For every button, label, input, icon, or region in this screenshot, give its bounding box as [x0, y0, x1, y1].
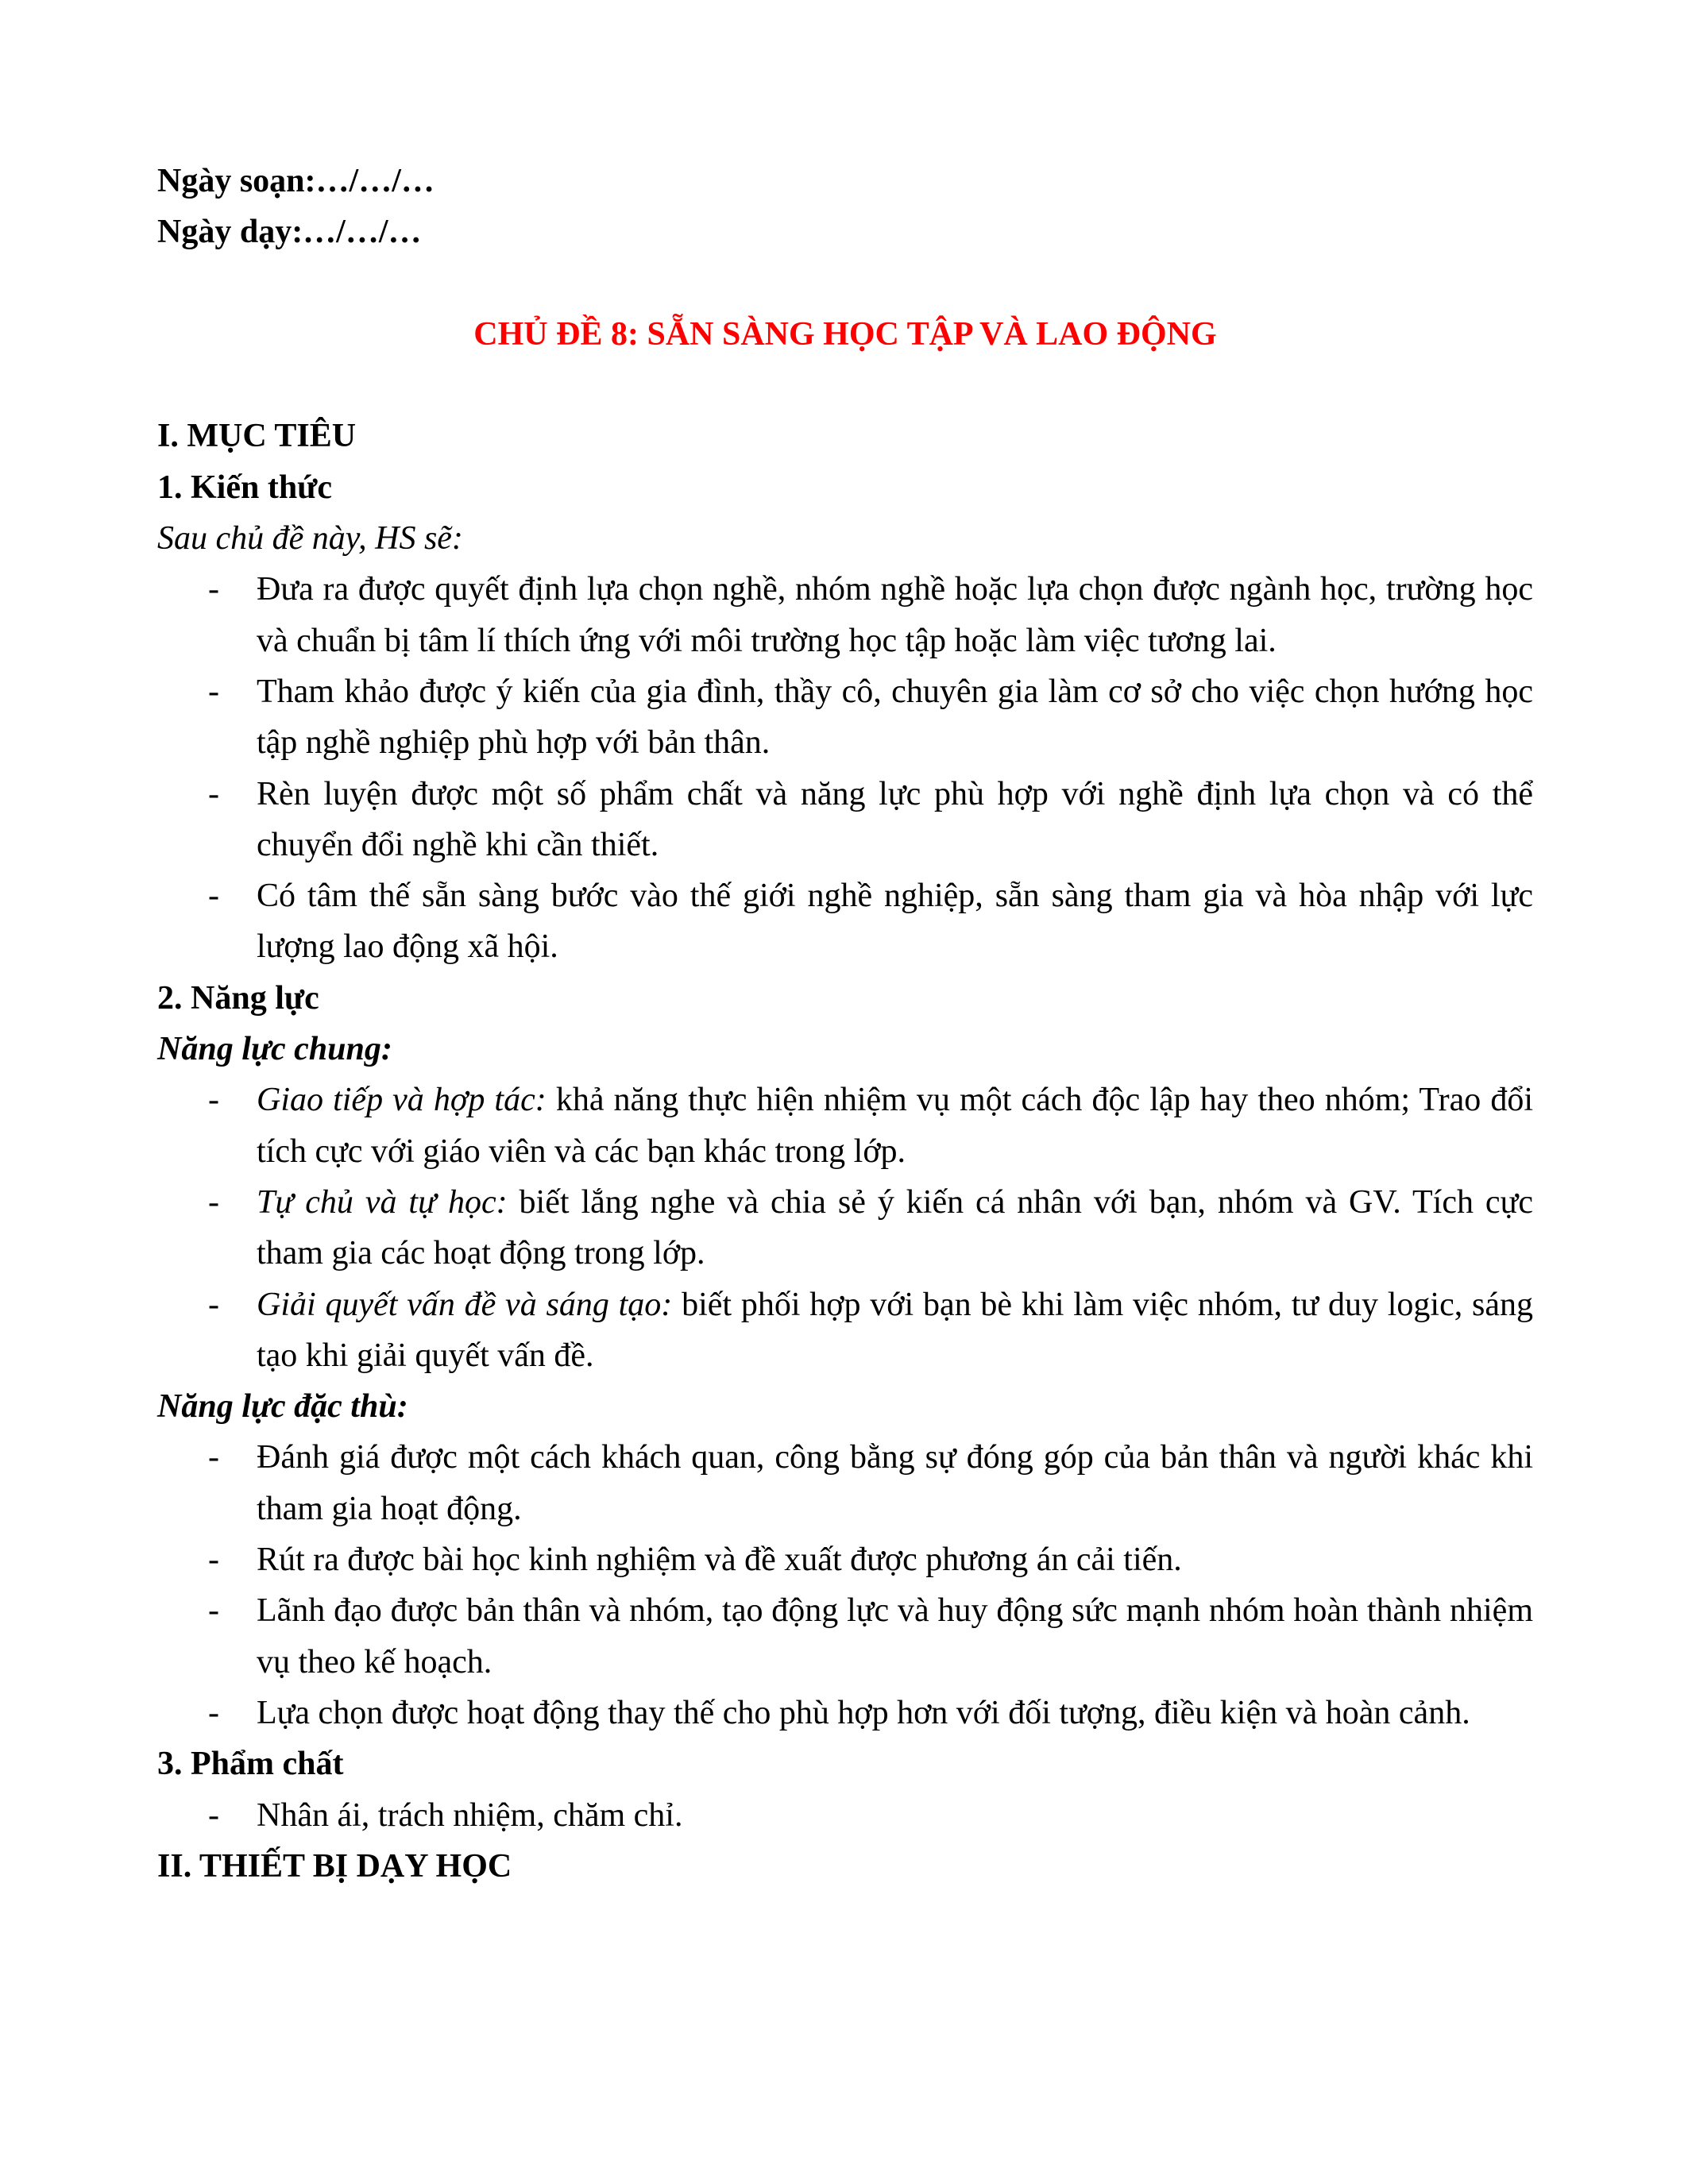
- subheading-knowledge: 1. Kiến thức: [157, 469, 333, 506]
- item-text: Đánh giá được một cách khách quan, công bằng sự đóng góp của bản thân và người khác khi tham gia hoạt động.: [257, 1439, 1533, 1527]
- item-text: Rèn luyện được một số phẩm chất và năng lực phù hợp với nghề định lựa chọn và có thể chuyển đổi nghề khi cần thiết.: [257, 775, 1533, 863]
- bullet-dash: -: [208, 1183, 219, 1221]
- bullet-dash: -: [208, 673, 219, 710]
- list-item: [157, 1790, 1533, 1841]
- item-text: Nhân ái, trách nhiệm, chăm chỉ.: [257, 1796, 683, 1834]
- general-competence-list: [157, 1075, 1533, 1381]
- bullet-dash: -: [208, 775, 219, 812]
- qualities-list: [157, 1790, 1533, 1841]
- bullet-dash: -: [208, 1694, 219, 1731]
- list-item: [157, 769, 1533, 871]
- item-text: Có tâm thế sẵn sàng bước vào thế giới nghề nghiệp, sẵn sàng tham gia và hòa nhập với lực lượng lao động xã hội.: [257, 878, 1533, 966]
- bullet-dash: -: [208, 1592, 219, 1630]
- bullet-dash: -: [208, 1796, 219, 1834]
- list-item: [157, 1279, 1533, 1382]
- list-item: [157, 1585, 1533, 1688]
- section-heading-objectives: I. MỤC TIÊU: [157, 418, 357, 455]
- item-text: Lãnh đạo được bản thân và nhóm, tạo động lực và huy động sức mạnh nhóm hoàn thành nhiệm vụ theo kế hoạch.: [257, 1592, 1533, 1680]
- section-heading-equipment: II. THIẾT BỊ DẠY HỌC: [157, 1847, 512, 1885]
- bullet-dash: -: [208, 1082, 219, 1119]
- document-title: CHỦ ĐỀ 8: SẴN SÀNG HỌC TẬP VÀ LAO ĐỘNG: [473, 315, 1217, 353]
- knowledge-intro: Sau chủ đề này, HS sẽ:: [157, 520, 463, 558]
- item-text: Tham khảo được ý kiến của gia đình, thầy cô, chuyên gia làm cơ sở cho việc chọn hướng học tập nghề nghiệp phù hợp với bản thân.: [257, 673, 1533, 762]
- general-competence-heading: Năng lực chung:: [157, 1031, 392, 1068]
- item-label: Giải quyết vấn đề và sáng tạo:: [257, 1286, 673, 1323]
- item-label: Giao tiếp và hợp tác:: [257, 1082, 547, 1119]
- item-text: Đưa ra được quyết định lựa chọn nghề, nhóm nghề hoặc lựa chọn được ngành học, trường học và chuẩn bị tâm lí thích ứng với môi trường học tập hoặc làm việc tương lai.: [257, 571, 1533, 659]
- subheading-qualities: 3. Phẩm chất: [157, 1746, 344, 1783]
- list-item: [157, 1075, 1533, 1177]
- item-text: Rút ra được bài học kinh nghiệm và đề xuất được phương án cải tiến.: [257, 1542, 1182, 1579]
- knowledge-list: [157, 564, 1533, 972]
- item-text: biết phối hợp với bạn bè khi làm việc nhóm, tư duy logic, sáng tạo khi giải quyết vấn đề.: [257, 1286, 1533, 1374]
- bullet-dash: -: [208, 1439, 219, 1476]
- bullet-dash: -: [208, 878, 219, 915]
- bullet-dash: -: [208, 1542, 219, 1579]
- subheading-competence: 2. Năng lực: [157, 979, 319, 1017]
- list-item: [157, 1432, 1533, 1534]
- date-prepared: Ngày soạn:…/…/…: [157, 163, 435, 199]
- item-text: biết lắng nghe và chia sẻ ý kiến cá nhân với bạn, nhóm và GV. Tích cực tham gia các hoạt động trong lớp.: [257, 1183, 1533, 1272]
- item-text: khả năng thực hiện nhiệm vụ một cách độc lập hay theo nhóm; Trao đổi tích cực với giáo viên và các bạn khác trong lớp.: [257, 1082, 1533, 1170]
- item-label: Tự chủ và tự học:: [257, 1183, 508, 1221]
- list-item: [157, 666, 1533, 769]
- item-text: Lựa chọn được hoạt động thay thế cho phù hợp hơn với đối tượng, điều kiện và hoàn cảnh.: [257, 1694, 1470, 1731]
- document-page: [157, 156, 1533, 1892]
- bullet-dash: -: [208, 1286, 219, 1323]
- list-item: [157, 870, 1533, 973]
- list-item: [157, 1177, 1533, 1279]
- date-taught: Ngày dạy:…/…/…: [157, 214, 422, 251]
- list-item: [157, 1688, 1533, 1738]
- list-item: [157, 564, 1533, 666]
- specific-competence-heading: Năng lực đặc thù:: [157, 1388, 408, 1426]
- list-item: [157, 1534, 1533, 1585]
- specific-competence-list: [157, 1432, 1533, 1738]
- bullet-dash: -: [208, 571, 219, 608]
